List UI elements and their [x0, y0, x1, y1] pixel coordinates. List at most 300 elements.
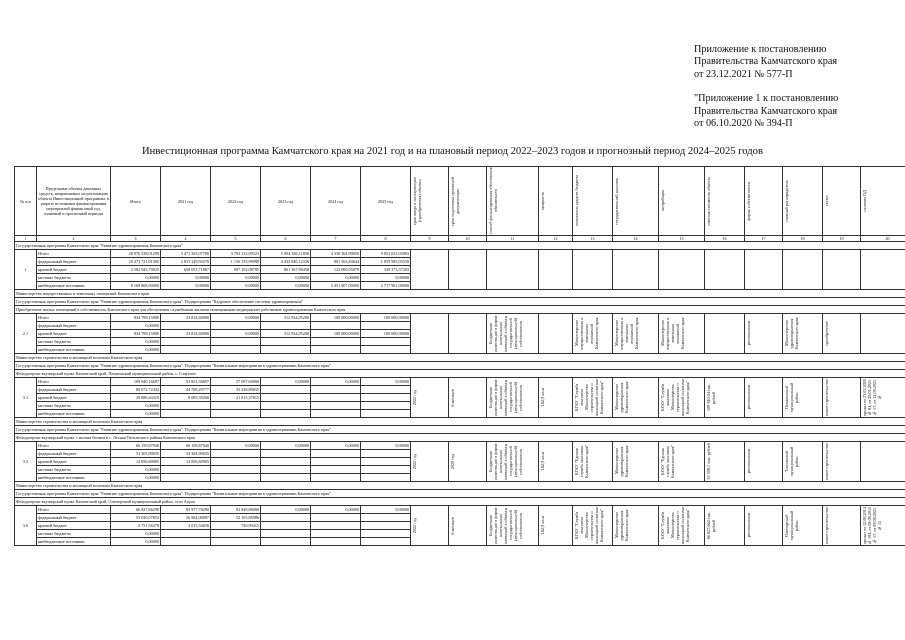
- attribute-cell: региональная: [746, 321, 751, 346]
- amount-cell: 0,00000: [361, 506, 411, 514]
- attribute-cell: Министерство имущественных и земельных отношений Камчатского края: [574, 317, 599, 350]
- amount-cell: 2 717 961,00000: [361, 282, 411, 290]
- source-label: Итого: [37, 378, 111, 386]
- amount-cell: [311, 522, 361, 530]
- amount-cell: 0,00000: [161, 274, 211, 282]
- amount-cell: 66 159,87940: [111, 442, 161, 450]
- amount-cell: 3 703 312,09323: [211, 250, 261, 258]
- amount-cell: 109 940,16697: [111, 378, 161, 386]
- column-number: 15: [659, 236, 705, 242]
- header-cell: Итого: [111, 167, 161, 236]
- amount-cell: [361, 466, 411, 474]
- header-cell: 2021 год: [161, 167, 211, 236]
- amount-cell: [361, 386, 411, 394]
- amount-cell: [261, 394, 311, 402]
- amount-cell: 730,99415: [211, 522, 261, 530]
- source-label: местные бюджеты: [37, 466, 111, 474]
- header-cell: получатель средств бюджета: [574, 175, 579, 227]
- amount-cell: [211, 474, 261, 482]
- amount-cell: [311, 450, 361, 458]
- source-label: краевой бюджет: [37, 522, 111, 530]
- amount-cell: 0,00000: [111, 410, 161, 418]
- ministry-banner-text: Министерство имущественных и земельных отношений Камчатского края: [15, 290, 905, 298]
- header-cell: мощность: [540, 191, 545, 210]
- header-cell: главный распорядитель: [784, 180, 789, 222]
- attribute-cell: 2020 год: [450, 453, 455, 470]
- column-number: 2: [37, 236, 111, 242]
- amount-cell: 0,00000: [111, 322, 161, 330]
- column-number: 16: [705, 236, 745, 242]
- source-label: внебюджетные источники: [37, 282, 111, 290]
- amount-cell: [161, 410, 211, 418]
- amount-cell: 0,00000: [111, 530, 161, 538]
- attribute-cell: 6 месяцев: [450, 388, 455, 407]
- amount-cell: 100 000,00000: [311, 314, 361, 322]
- amount-cell: 0,00000: [261, 378, 311, 386]
- attribute-cell: приобретение: [824, 321, 829, 346]
- column-number: 20: [861, 236, 905, 242]
- table-row: [15, 506, 905, 514]
- object-banner-text: Фельдшерско-акушерский пункт Камчатский край, Пенжинский муниципальный район, с. Слаутное: [15, 370, 905, 378]
- amount-cell: 3 013,34658: [161, 522, 211, 530]
- amount-cell: 8 169 868,00000: [111, 282, 161, 290]
- object-banner: [15, 370, 905, 378]
- amount-cell: 312 934,05200: [261, 314, 311, 322]
- amount-cell: 8 083,39260: [161, 394, 211, 402]
- amount-cell: [311, 410, 361, 418]
- amount-cell: 0,00000: [311, 442, 361, 450]
- amount-cell: 0,00000: [311, 274, 361, 282]
- amount-cell: [161, 466, 211, 474]
- source-label: федеральный бюджет: [37, 514, 111, 522]
- amount-cell: [261, 538, 311, 546]
- source-label: краевой бюджет: [37, 394, 111, 402]
- amount-cell: 23 814,60000: [161, 314, 211, 322]
- appendix-line: от 06.10.2020 № 394-П: [694, 118, 793, 130]
- attribute-cell: приказ от 12.08.2014 № 194, от 09.09.2015 № 17, от 09.08.2021 № 15: [862, 506, 882, 545]
- row-number: 3.1: [15, 378, 37, 418]
- amount-cell: 4 432 846,12336: [261, 258, 311, 266]
- amount-cell: [261, 474, 311, 482]
- amount-cell: [211, 338, 261, 346]
- column-number: 5: [211, 236, 261, 242]
- amount-cell: 12 856,60905: [111, 458, 161, 466]
- amount-cell: [361, 410, 411, 418]
- amount-cell: [211, 402, 261, 410]
- amount-cell: [261, 514, 311, 522]
- amount-cell: 0,00000: [211, 442, 261, 450]
- source-label: федеральный бюджет: [37, 258, 111, 266]
- attribute-cell: 2022 год: [412, 453, 417, 470]
- amount-cell: 2 813 249,94370: [161, 258, 211, 266]
- attribute-cell: Министерство здравоохранения Камчатского края: [784, 317, 799, 350]
- amount-cell: 2 582 943,70025: [111, 266, 161, 274]
- ministry-banner: [15, 354, 905, 362]
- amount-cell: [261, 530, 311, 538]
- amount-cell: [261, 450, 311, 458]
- amount-cell: [161, 338, 211, 346]
- amount-cell: [211, 466, 261, 474]
- column-number: 14: [613, 236, 659, 242]
- program-banner-text: Государственная программа Камчатского края "Развитие здравоохранения Камчатского края". Подпрограмма "Капитальные мероприятия в здравоохранении Камчатского края": [15, 490, 905, 498]
- header-cell: статус: [824, 195, 829, 207]
- amount-cell: [361, 322, 411, 330]
- source-label: Итого: [37, 506, 111, 514]
- header-cell: Предельные объемы денежных средств, направляемых на реализацию объекта Инвестиционной программы, в разрезе источников финансирования мероприятий финансовый год, плановый и прогнозный периоды: [37, 167, 111, 236]
- amount-cell: 92 849,86000: [211, 506, 261, 514]
- amount-cell: [211, 450, 261, 458]
- attribute-cell: приказ от 23.03.2020 № 81, от 28.01.2021 № 17, от 14.09.2021 №: [862, 379, 882, 416]
- row-number: 3.6: [15, 506, 37, 546]
- column-number: 17: [745, 236, 783, 242]
- header-cell: № п/п: [15, 167, 37, 236]
- amount-cell: 66 159,87940: [161, 442, 211, 450]
- amount-cell: 934 799,15000: [111, 314, 161, 322]
- amount-cell: [361, 346, 411, 354]
- amount-cell: [361, 514, 411, 522]
- amount-cell: 1 156 135,99998: [211, 258, 261, 266]
- program-banner-text: Государственная программа Камчатского края "Развитие здравоохранения Камчатского края": [15, 242, 905, 250]
- appendix-line: "Приложение 1 к постановлению: [694, 93, 839, 105]
- amount-cell: 44 768,29777: [161, 386, 211, 394]
- attribute-cell: новое строительство: [824, 379, 829, 416]
- amount-cell: 329 373,37283: [361, 266, 411, 274]
- amount-cell: 52 105,85986: [211, 514, 261, 522]
- amount-cell: 57 097,60000: [211, 378, 261, 386]
- ministry-banner: [15, 482, 905, 490]
- amount-cell: 4 338 364,99050: [311, 250, 361, 258]
- ministry-banner-text: Министерство строительства и жилищной политики Камчатского края: [15, 482, 905, 490]
- amount-cell: 53 303,99035: [111, 450, 161, 458]
- column-number: 10: [449, 236, 487, 242]
- appendix-line: Правительства Камчатского края: [694, 56, 838, 68]
- column-number: 8: [361, 236, 411, 242]
- source-label: Итого: [37, 314, 111, 322]
- amount-cell: 0,00000: [211, 282, 261, 290]
- object-banner-text: Приобретение жилых помещений в собственность Камчатского края для обеспечения служебными жилыми помещениями медицинских работников здравоохранения Камчатского края: [15, 306, 905, 314]
- amount-cell: 123 000,05079: [311, 266, 361, 274]
- amount-cell: [311, 338, 361, 346]
- attribute-cell: новое строительство: [824, 443, 829, 480]
- table-row: [15, 314, 905, 322]
- document-title: Инвестиционная программа Камчатского края на 2021 год и на плановый период 2022–2023 годов и прогнозный период 2024–2025 годов: [142, 146, 763, 157]
- amount-cell: 5 904 384,11838: [261, 250, 311, 258]
- program-banner-text: Государственная программа Камчатского края "Развитие здравоохранения Камчатского края". Подпрограмма "Капитальные мероприятия в здравоохранении Камчатского края": [15, 362, 905, 370]
- header-cell: застройщик: [660, 190, 665, 212]
- header-cell: 2023 год: [261, 167, 311, 236]
- table-row: [15, 250, 905, 258]
- attribute-cell: Бюджетные инвестиции в форме капитальных вложений в объекты государственной (муниципальной) собственности: [488, 379, 523, 416]
- header-cell: форма собственности: [746, 181, 751, 221]
- object-banner: [15, 434, 905, 442]
- attribute-cell: 109 940,04 тыс. рублей: [706, 383, 716, 412]
- amount-cell: [261, 338, 311, 346]
- source-label: краевой бюджет: [37, 458, 111, 466]
- amount-cell: [361, 530, 411, 538]
- amount-cell: 0,00000: [111, 538, 161, 546]
- amount-cell: [161, 346, 211, 354]
- attribute-cell: Министерство имущественных и земельных отношений Камчатского края: [660, 317, 685, 350]
- amount-cell: 0,00000: [361, 378, 411, 386]
- source-label: местные бюджеты: [37, 402, 111, 410]
- amount-cell: 3 451 907,00000: [311, 282, 361, 290]
- amount-cell: 312 934,05200: [261, 330, 311, 338]
- source-label: федеральный бюджет: [37, 322, 111, 330]
- source-label: внебюджетные источники: [37, 410, 111, 418]
- amount-cell: 0,00000: [211, 274, 261, 282]
- amount-cell: [161, 322, 211, 330]
- attribute-cell: Министерство здравоохранения Камчатского края: [614, 381, 629, 414]
- amount-cell: [161, 474, 211, 482]
- amount-cell: [311, 530, 361, 538]
- ministry-banner-text: Министерство строительства и жилищной политики Камчатского края: [15, 354, 905, 362]
- amount-cell: 0,00000: [311, 506, 361, 514]
- source-label: местные бюджеты: [37, 274, 111, 282]
- object-banner: [15, 498, 905, 506]
- program-banner: [15, 242, 905, 250]
- amount-cell: [361, 338, 411, 346]
- attribute-cell: КГКУ "Служба заказчика Министерства строительства и жилищной политики Камчатского края": [574, 506, 604, 545]
- amount-cell: 28 976 538,01290: [111, 250, 161, 258]
- amount-cell: [361, 394, 411, 402]
- amount-cell: [161, 402, 211, 410]
- amount-cell: [161, 538, 211, 546]
- attribute-cell: региональная: [746, 513, 751, 538]
- amount-cell: 3 751,56378: [111, 522, 161, 530]
- object-banner: [15, 306, 905, 314]
- ministry-banner-text: Министерство строительства и жилищной политики Камчатского края: [15, 418, 905, 426]
- amount-cell: [161, 530, 211, 538]
- column-number: 6: [261, 236, 311, 242]
- program-banner: [15, 298, 905, 306]
- amount-cell: [361, 522, 411, 530]
- amount-cell: [361, 538, 411, 546]
- source-label: Итого: [37, 250, 111, 258]
- amount-cell: [311, 538, 361, 546]
- attribute-cell: КГКУ "Служба заказчика Министерства строительства и жилищной политики Камчатского края": [574, 378, 604, 417]
- amount-cell: [311, 346, 361, 354]
- amount-cell: [211, 530, 261, 538]
- amount-cell: 100 000,00000: [361, 314, 411, 322]
- column-number: 3: [111, 236, 161, 242]
- source-label: местные бюджеты: [37, 338, 111, 346]
- amount-cell: 0,00000: [261, 274, 311, 282]
- amount-cell: 0,00000: [111, 474, 161, 482]
- amount-cell: 12 856,60905: [161, 458, 211, 466]
- amount-cell: 0,00000: [111, 402, 161, 410]
- ministry-banner: [15, 290, 905, 298]
- column-number: 9: [411, 236, 449, 242]
- amount-cell: [311, 466, 361, 474]
- attribute-cell: Пенжинский муниципальный район: [784, 382, 799, 413]
- object-banner-text: Фельдшерско-акушерский пункт с жилым блоком в с. Лесная Тигильского района Камчатского края: [15, 434, 905, 442]
- amount-cell: 9 852 023,05893: [361, 250, 411, 258]
- amount-cell: 0,00000: [261, 282, 311, 290]
- object-banner-text: Фельдшерско-акушерский пункт Камчатский край, Олюторский муниципальный район, село Апука: [15, 498, 905, 506]
- attribute-cell: Бюджетные инвестиции в форме капитальных вложений в объекты государственной (муниципальной) собственности: [488, 507, 523, 544]
- attribute-cell: Олюторский муниципальный район: [784, 510, 799, 541]
- investment-table: [14, 166, 905, 546]
- attribute-cell: Тигильский муниципальный район: [784, 446, 799, 477]
- amount-cell: 95 977,78290: [161, 506, 211, 514]
- attribute-cell: КГКУ "Служба заказчика Министерства строительства и жилищной политики Камчатского края": [660, 378, 690, 417]
- amount-cell: 1 059 985,05530: [361, 258, 411, 266]
- source-label: внебюджетные источники: [37, 474, 111, 482]
- amount-cell: 0,00000: [261, 506, 311, 514]
- source-label: федеральный бюджет: [37, 386, 111, 394]
- amount-cell: 934 799,15000: [111, 330, 161, 338]
- header-cell: государственный заказчик: [614, 177, 619, 225]
- amount-cell: 100 000,00000: [361, 330, 411, 338]
- amount-cell: 0,00000: [361, 442, 411, 450]
- attribute-cell: Министерство здравоохранения Камчатского края: [614, 445, 629, 478]
- table-row: [15, 442, 905, 450]
- column-number: 7: [311, 236, 361, 242]
- amount-cell: 80 072,72432: [111, 386, 161, 394]
- amount-cell: 991 563,84644: [311, 258, 361, 266]
- amount-cell: [361, 458, 411, 466]
- program-banner: [15, 426, 905, 434]
- amount-cell: [311, 394, 361, 402]
- attribute-cell: 2022 год: [412, 517, 417, 534]
- amount-cell: [311, 402, 361, 410]
- row-number: 1: [15, 250, 37, 290]
- amount-cell: 3 471 303,07780: [161, 250, 211, 258]
- amount-cell: [211, 458, 261, 466]
- amount-cell: [361, 450, 411, 458]
- header-row: [15, 167, 905, 236]
- attribute-cell: новое строительство: [824, 507, 829, 544]
- table-row: [15, 378, 905, 386]
- source-label: местные бюджеты: [37, 530, 111, 538]
- appendix-line: Правительства Камчатского края: [694, 105, 838, 117]
- amount-cell: 0,00000: [261, 442, 311, 450]
- attribute-cell: 55 308,1 тыс. рублей: [706, 443, 711, 480]
- attribute-cell: 66 827,662 тыс. рублей: [706, 511, 716, 540]
- amount-cell: 52 851,36697: [161, 378, 211, 386]
- header-cell: срок ввода в эксплуатацию (приобретения) объекта: [412, 176, 422, 226]
- amount-cell: 0,00000: [111, 466, 161, 474]
- amount-cell: [261, 466, 311, 474]
- source-label: краевой бюджет: [37, 266, 111, 274]
- header-cell: сметная стоимость объекта: [706, 176, 711, 226]
- amount-cell: [261, 522, 311, 530]
- column-number: 12: [539, 236, 573, 242]
- amount-cell: [311, 474, 361, 482]
- program-banner-text: Государственная программа Камчатского края "Развитие здравоохранения Камчатского края". Подпрограмма "Кадровое обеспечение системы здравоохранения": [15, 298, 905, 306]
- attribute-cell: КГКУ "Единая служба заказчика Камчатского края": [660, 444, 675, 479]
- column-number: 13: [573, 236, 613, 242]
- amount-cell: 29 886,44315: [111, 394, 161, 402]
- program-banner: [15, 490, 905, 498]
- ministry-banner: [15, 418, 905, 426]
- amount-cell: 100 000,00000: [311, 330, 361, 338]
- attribute-cell: Бюджетные инвестиции в форме капитальных вложений в объекты государственной (муниципальной) собственности: [488, 315, 523, 352]
- column-number: 19: [823, 236, 861, 242]
- amount-cell: [311, 386, 361, 394]
- column-number: 18: [783, 236, 823, 242]
- attribute-cell: 6 месяцев: [450, 516, 455, 535]
- amount-cell: [261, 410, 311, 418]
- source-label: внебюджетные источники: [37, 538, 111, 546]
- amount-cell: 0,00000: [161, 282, 211, 290]
- amount-cell: 0,00000: [361, 274, 411, 282]
- amount-cell: 861 367,99458: [261, 266, 311, 274]
- amount-cell: 0,00000: [211, 330, 261, 338]
- header-cell: срок подготовки проектной документации: [450, 176, 460, 226]
- row-number: 2.1: [15, 314, 37, 354]
- amount-cell: [261, 322, 311, 330]
- amount-cell: [261, 386, 311, 394]
- amount-cell: 20 473 721,01395: [111, 258, 161, 266]
- amount-cell: [361, 402, 411, 410]
- header-cell: 2025 год: [361, 167, 411, 236]
- header-cell: способ финансирования обеспечения обязательств: [488, 167, 498, 235]
- amount-cell: [211, 322, 261, 330]
- appendix-line: от 23.12.2021 № 577-П: [694, 68, 793, 80]
- header-cell: 2022 год: [211, 167, 261, 236]
- amount-cell: [211, 410, 261, 418]
- attribute-cell: Бюджетные инвестиции в форме капитальных вложений в объекты государственной (муниципальной) собственности: [488, 443, 523, 480]
- amount-cell: [261, 402, 311, 410]
- amount-cell: 56 964,00097: [161, 514, 211, 522]
- source-label: федеральный бюджет: [37, 450, 111, 458]
- amount-cell: 0,00000: [211, 314, 261, 322]
- attribute-cell: 182,9 кв.м: [540, 452, 545, 471]
- amount-cell: 21 815,37815: [211, 394, 261, 402]
- attribute-cell: Министерство имущественных и земельных отношений Камчатского края: [614, 317, 639, 350]
- source-label: краевой бюджет: [37, 330, 111, 338]
- column-number: 1: [15, 236, 37, 242]
- attribute-cell: 2022 год: [412, 389, 417, 406]
- attribute-cell: Министерство здравоохранения Камчатского края: [614, 509, 629, 542]
- source-label: внебюджетные источники: [37, 346, 111, 354]
- header-cell: 2024 год: [311, 167, 361, 236]
- attribute-cell: 182,9 кв.м: [540, 516, 545, 535]
- amount-cell: [311, 514, 361, 522]
- amount-cell: 0,00000: [111, 338, 161, 346]
- amount-cell: 66 827,66290: [111, 506, 161, 514]
- amount-cell: 0,00000: [111, 274, 161, 282]
- amount-cell: [211, 346, 261, 354]
- source-label: Итого: [37, 442, 111, 450]
- attribute-cell: КГКУ "Служба заказчика Министерства строительства и жилищной политики Камчатского края": [660, 506, 690, 545]
- amount-cell: 53 020,07852: [111, 514, 161, 522]
- amount-cell: 35 236,89655: [211, 386, 261, 394]
- program-banner: [15, 362, 905, 370]
- program-banner-text: Государственная программа Камчатского края "Развитие здравоохранения Камчатского края". Подпрограмма "Капитальные мероприятия в здравоохранении Камчатского края": [15, 426, 905, 434]
- row-number: 3.5: [15, 442, 37, 482]
- amount-cell: 0,00000: [111, 346, 161, 354]
- amount-cell: [361, 474, 411, 482]
- amount-cell: [261, 346, 311, 354]
- header-cell: наличие ПД: [862, 190, 867, 212]
- amount-cell: 23 814,60000: [161, 330, 211, 338]
- appendix-line: Приложение к постановлению: [694, 44, 827, 55]
- attribute-cell: региональная: [746, 449, 751, 474]
- column-number: 11: [487, 236, 539, 242]
- attribute-cell: КГКУ "Единая служба заказчика Камчатского края": [574, 444, 589, 479]
- appendix-block: [694, 44, 899, 130]
- amount-cell: 658 053,71867: [161, 266, 211, 274]
- amount-cell: 0,00000: [311, 378, 361, 386]
- amount-cell: [311, 322, 361, 330]
- attribute-cell: региональная: [746, 385, 751, 410]
- column-number: 4: [161, 236, 211, 242]
- attribute-cell: 182,9 кв.м: [540, 388, 545, 407]
- amount-cell: 997 102,08785: [211, 266, 261, 274]
- amount-cell: [261, 458, 311, 466]
